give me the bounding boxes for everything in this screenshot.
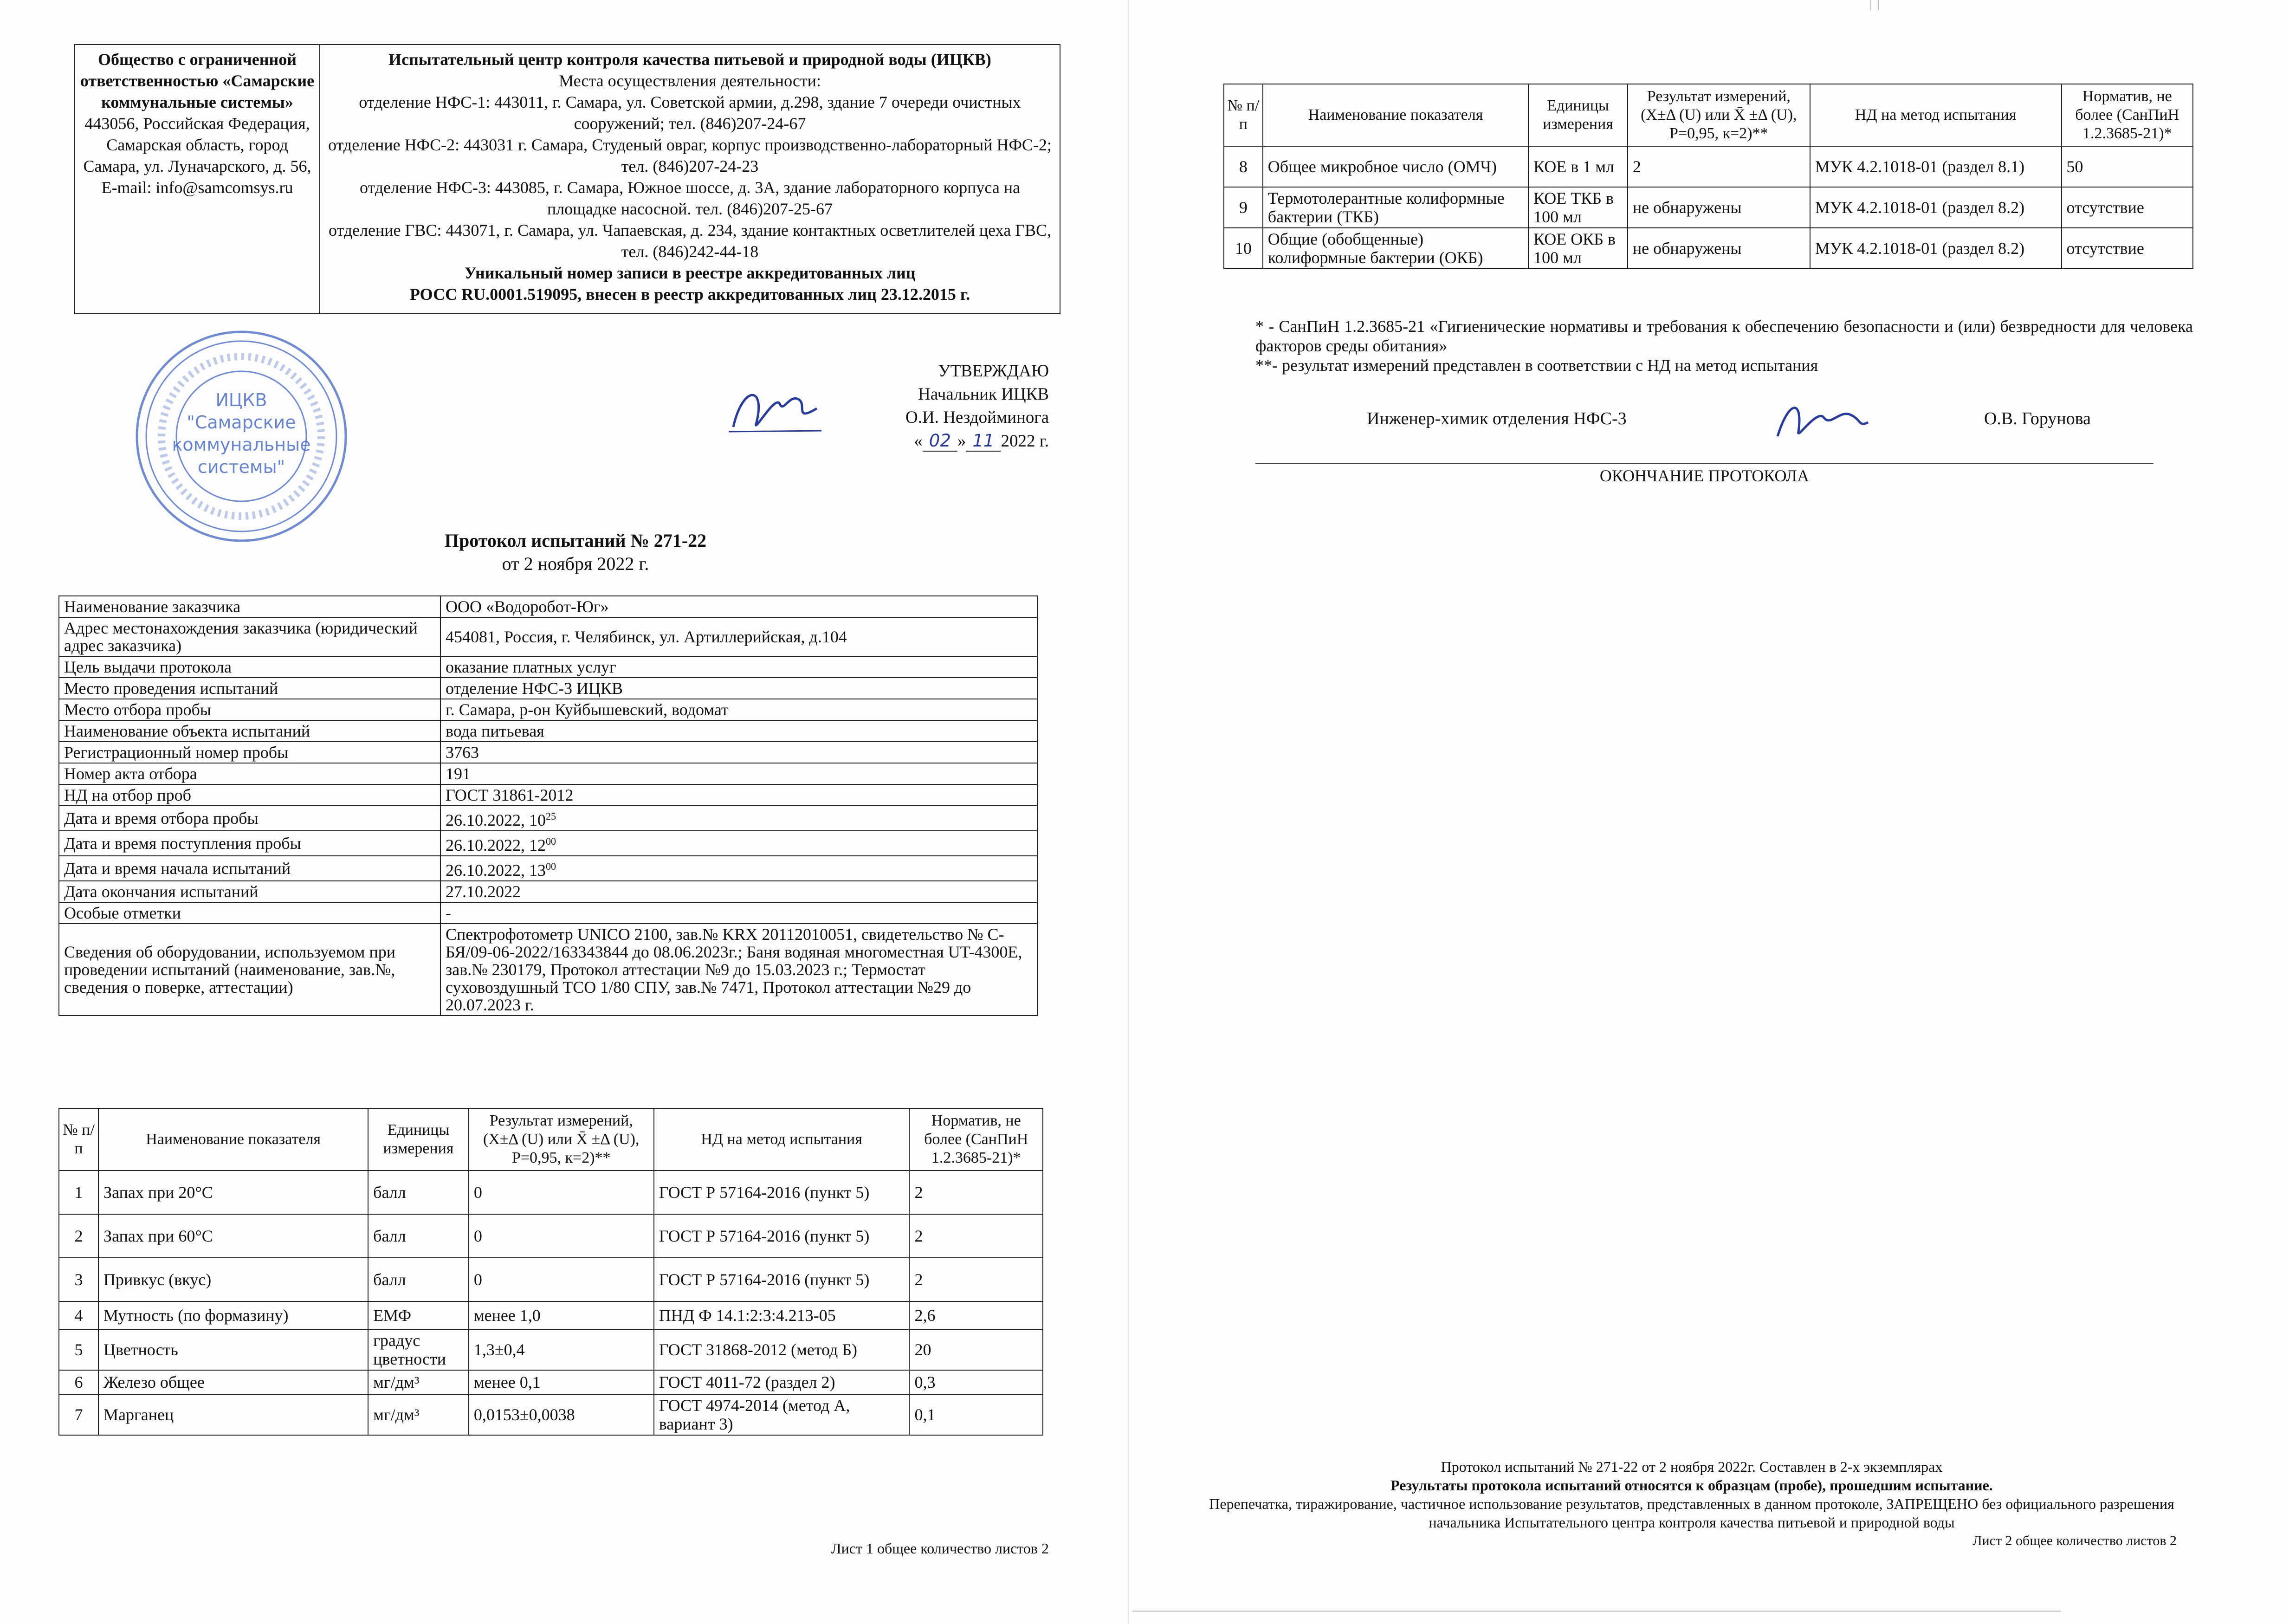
result-row — [59, 1329, 1043, 1370]
result-num: 5 — [59, 1329, 98, 1370]
approval-day: 02 — [923, 431, 957, 452]
results-table-page-2 — [1223, 84, 2193, 269]
info-value-minutes: 00 — [546, 835, 556, 847]
result-method: ГОСТ 4974-2014 (метод А, вариант 3) — [654, 1394, 910, 1435]
result-value: не обнаружены — [1628, 228, 1810, 269]
branch-nfs1: отделение НФС-1: 443011, г. Самара, ул. Советской армии, д.298, здание 7 очереди очистных сооружений; тел. (846)207-24-67 — [359, 93, 1021, 133]
test-center-block — [320, 45, 1060, 314]
col-result: Результат измерений, (Х±Δ (U) или X̄ ±Δ (U), Р=0,95, к=2)** — [469, 1108, 654, 1171]
info-value-text: 3763 — [446, 743, 479, 762]
footer-line-3: Перепечатка, тиражирование, частичное использование результатов, представленных в данном протоколе, ЗАПРЕЩЕНО без официального разрешения начальника Испытательного центра контроля качества питьевой и природной воды — [1209, 1495, 2174, 1531]
sheet-number-page-2: Лист 2 общее количество листов 2 — [1972, 1533, 2177, 1548]
result-norm: 0,1 — [909, 1394, 1043, 1435]
protocol-end: ОКОНЧАНИЕ ПРОТОКОЛА — [1255, 463, 2153, 485]
result-row — [1224, 187, 2193, 228]
result-norm: 2 — [909, 1258, 1043, 1301]
approval-line-2: Начальник ИЦКВ — [918, 385, 1049, 404]
result-value: 1,3±0,4 — [469, 1329, 654, 1370]
result-value: не обнаружены — [1628, 187, 1810, 228]
info-row — [59, 699, 1037, 720]
result-method: ГОСТ Р 57164-2016 (пункт 5) — [654, 1171, 910, 1214]
result-num: 2 — [59, 1214, 98, 1258]
result-value: менее 0,1 — [469, 1370, 654, 1394]
result-name: Общее микробное число (ОМЧ) — [1263, 146, 1528, 187]
info-value — [440, 806, 1037, 831]
result-unit: мг/дм³ — [368, 1370, 469, 1394]
equipment-label: Сведения об оборудовании, используемом при проведении испытаний (наименование, зав.№, сведения о поверке, аттестации) — [59, 924, 440, 1016]
registry-line-1: Уникальный номер записи в реестре аккредитованных лиц — [464, 264, 916, 282]
result-row — [59, 1171, 1043, 1214]
result-num: 7 — [59, 1394, 98, 1435]
info-row — [59, 806, 1037, 831]
result-unit: КОЕ ТКБ в 100 мл — [1528, 187, 1628, 228]
info-label: НД на отбор проб — [59, 784, 440, 806]
result-name: Марганец — [98, 1394, 368, 1435]
result-method: ПНД Ф 14.1:2:3:4.213-05 — [654, 1301, 910, 1329]
branch-gvs: отделение ГВС: 443071, г. Самара, ул. Чапаевская, д. 234, здание контактных осветлителей цеха ГВС, тел. (846)242-44-18 — [328, 221, 1052, 261]
info-value-text: 27.10.2022 — [446, 882, 521, 901]
result-value: 0,0153±0,0038 — [469, 1394, 654, 1435]
result-unit: балл — [368, 1214, 469, 1258]
results-header-row — [1224, 84, 2193, 146]
protocol-footer — [1207, 1457, 2177, 1550]
protocol-title — [325, 529, 826, 576]
result-name: Термотолерантные колиформные бактерии (ТКБ) — [1263, 187, 1528, 228]
result-method: ГОСТ 4011-72 (раздел 2) — [654, 1370, 910, 1394]
stamp-line-2: "Самарские — [187, 412, 296, 433]
result-num: 6 — [59, 1370, 98, 1394]
info-label: Наименование объекта испытаний — [59, 720, 440, 742]
test-center-subtitle: Места осуществления деятельности: — [559, 71, 821, 90]
col-num: № п/п — [59, 1108, 98, 1171]
info-row — [59, 678, 1037, 699]
info-row — [59, 763, 1037, 784]
result-norm: 20 — [909, 1329, 1043, 1370]
protocol-date: от 2 ноября 2022 г. — [502, 553, 649, 574]
info-value-minutes: 25 — [546, 810, 556, 822]
info-value-text: - — [446, 904, 451, 922]
info-value-text: 26.10.2022, 13 — [446, 861, 546, 880]
col-num: № п/п — [1224, 84, 1263, 146]
organization-address: 443056, Российская Федерация, Самарская область, город Самара, ул. Луначарского, д. 56, — [83, 114, 311, 175]
result-norm: 2 — [909, 1171, 1043, 1214]
scan-artifact — [1132, 1611, 2061, 1612]
info-value-text: г. Самара, р-он Куйбышевский, водомат — [446, 700, 729, 719]
registry-line-2: РОСС RU.0001.519095, внесен в реестр аккредитованных лиц 23.12.2015 г. — [409, 285, 970, 304]
result-value: 0 — [469, 1258, 654, 1301]
col-unit: Единицы измерения — [1528, 84, 1628, 146]
result-name: Железо общее — [98, 1370, 368, 1394]
approval-month: 11 — [966, 431, 1001, 452]
result-num: 8 — [1224, 146, 1263, 187]
result-norm: 2,6 — [909, 1301, 1043, 1329]
result-num: 4 — [59, 1301, 98, 1329]
info-value-minutes: 00 — [546, 861, 556, 872]
result-unit: КОЕ в 1 мл — [1528, 146, 1628, 187]
engineer-signature — [1771, 395, 1873, 446]
info-row — [59, 902, 1037, 924]
result-name: Привкус (вкус) — [98, 1258, 368, 1301]
info-value — [440, 902, 1037, 924]
approval-block — [770, 360, 1049, 453]
approval-date: « 02 » 11 2022 г. — [914, 431, 1049, 451]
info-value-text: вода питьевая — [446, 722, 544, 740]
result-norm: 50 — [2062, 146, 2193, 187]
test-center-title: Испытательный центр контроля качества питьевой и природной воды (ИЦКВ) — [388, 50, 991, 69]
info-value — [440, 742, 1037, 763]
result-row — [59, 1370, 1043, 1394]
result-method: ГОСТ Р 57164-2016 (пункт 5) — [654, 1258, 910, 1301]
result-value: менее 1,0 — [469, 1301, 654, 1329]
info-label: Адрес местонахождения заказчика (юридический адрес заказчика) — [59, 617, 440, 656]
info-value — [440, 596, 1037, 617]
result-row — [59, 1301, 1043, 1329]
info-value-text: оказание платных услуг — [446, 658, 616, 676]
col-result: Результат измерений, (Х±Δ (U) или X̄ ±Δ (U), Р=0,95, к=2)** — [1628, 84, 1810, 146]
info-value — [440, 617, 1037, 656]
result-norm: отсутствие — [2062, 228, 2193, 269]
col-name: Наименование показателя — [98, 1108, 368, 1171]
info-label: Особые отметки — [59, 902, 440, 924]
result-method: МУК 4.2.1018-01 (раздел 8.2) — [1810, 187, 2062, 228]
organization-name: Общество с ограниченной ответственностью «Самарские коммунальные системы» — [80, 50, 315, 111]
col-unit: Единицы измерения — [368, 1108, 469, 1171]
result-name: Запах при 20°С — [98, 1171, 368, 1214]
info-label: Дата окончания испытаний — [59, 881, 440, 902]
info-row — [59, 596, 1037, 617]
info-row — [59, 720, 1037, 742]
info-label: Номер акта отбора — [59, 763, 440, 784]
info-value — [440, 881, 1037, 902]
result-num: 3 — [59, 1258, 98, 1301]
result-unit: КОЕ ОКБ в 100 мл — [1528, 228, 1628, 269]
result-value: 2 — [1628, 146, 1810, 187]
result-num: 1 — [59, 1171, 98, 1214]
engineer-name: О.В. Горунова — [1984, 409, 2091, 428]
sheet-number-page-1: Лист 1 общее количество листов 2 — [831, 1540, 1049, 1557]
result-unit: градус цветности — [368, 1329, 469, 1370]
info-value-text: 26.10.2022, 10 — [446, 811, 546, 829]
footnote-1: * - СанПиН 1.2.3685-21 «Гигиенические нормативы и требования к обеспечению безопасности и (или) безвредности для человека факторов среды обитания» — [1255, 317, 2193, 355]
info-label: Дата и время начала испытаний — [59, 856, 440, 881]
engineer-signature-line — [1367, 408, 2091, 429]
letterhead-table — [74, 44, 1060, 314]
info-label: Регистрационный номер пробы — [59, 742, 440, 763]
info-label: Дата и время поступления пробы — [59, 831, 440, 856]
col-method: НД на метод испытания — [654, 1108, 910, 1171]
result-method: МУК 4.2.1018-01 (раздел 8.2) — [1810, 228, 2062, 269]
result-value: 0 — [469, 1171, 654, 1214]
footer-line-2: Результаты протокола испытаний относятся к образцам (пробе), прошедшим испытание. — [1390, 1477, 1993, 1494]
info-row — [59, 881, 1037, 902]
info-row — [59, 617, 1037, 656]
result-unit: ЕМФ — [368, 1301, 469, 1329]
info-value — [440, 784, 1037, 806]
protocol-number: Протокол испытаний № 271-22 — [444, 530, 707, 551]
sample-info-table — [58, 595, 1038, 1016]
info-value — [440, 699, 1037, 720]
approval-line-3: О.И. Нездойминога — [905, 408, 1049, 427]
result-name: Запах при 60°С — [98, 1214, 368, 1258]
info-value — [440, 678, 1037, 699]
info-value-text: 454081, Россия, г. Челябинск, ул. Артиллерийская, д.104 — [446, 628, 847, 646]
info-value — [440, 856, 1037, 881]
col-method: НД на метод испытания — [1810, 84, 2062, 146]
result-unit: балл — [368, 1258, 469, 1301]
col-norm: Норматив, не более (СанПиН 1.2.3685-21)* — [909, 1108, 1043, 1171]
organization-stamp — [132, 327, 350, 545]
info-value-text: ООО «Водоробот-Юг» — [446, 597, 609, 616]
info-value-text: отделение НФС-3 ИЦКВ — [446, 679, 623, 698]
footnotes — [1255, 317, 2193, 375]
info-row — [59, 831, 1037, 856]
organization-email: E-mail: info@samcomsys.ru — [101, 178, 293, 197]
col-name: Наименование показателя — [1263, 84, 1528, 146]
stamp-line-1: ИЦКВ — [215, 390, 267, 410]
branch-nfs3: отделение НФС-3: 443085, г. Самара, Южное шоссе, д. 3А, здание лабораторного корпуса на площадке насосной. тел. (846)207-25-67 — [359, 178, 1021, 218]
info-row — [59, 742, 1037, 763]
info-label: Место отбора пробы — [59, 699, 440, 720]
equipment-value: Спектрофотометр UNICO 2100, зав.№ KRX 20112010051, свидетельство № С-БЯ/09-06-2022/163343844 до 08.06.2023г.; Баня водяная многоместная UT-4300E, зав.№ 230179, Протокол аттестации №9 до 15.03.2023 г.; Термостат суховоздушный ТСО 1/80 СПУ, зав.№ 7471, Протокол аттестации №29 до 20.07.2023 г. — [440, 924, 1037, 1016]
approval-line-1: УТВЕРЖДАЮ — [938, 362, 1049, 381]
col-norm: Норматив, не более (СанПиН 1.2.3685-21)* — [2062, 84, 2193, 146]
info-label: Дата и время отбора пробы — [59, 806, 440, 831]
info-value — [440, 763, 1037, 784]
info-row — [59, 856, 1037, 881]
equipment-row — [59, 924, 1037, 1016]
result-method: МУК 4.2.1018-01 (раздел 8.1) — [1810, 146, 2062, 187]
result-name: Общие (обобщенные) колиформные бактерии (ОКБ) — [1263, 228, 1528, 269]
organization-block — [75, 45, 320, 314]
result-norm: 2 — [909, 1214, 1043, 1258]
stamp-line-4: системы" — [197, 457, 285, 477]
info-value — [440, 656, 1037, 678]
result-unit: мг/дм³ — [368, 1394, 469, 1435]
result-method: ГОСТ Р 57164-2016 (пункт 5) — [654, 1214, 910, 1258]
result-norm: отсутствие — [2062, 187, 2193, 228]
scan-artifact — [1870, 0, 1879, 10]
result-value: 0 — [469, 1214, 654, 1258]
result-unit: балл — [368, 1171, 469, 1214]
info-label: Наименование заказчика — [59, 596, 440, 617]
info-value-text: ГОСТ 31861-2012 — [446, 786, 574, 804]
results-header-row — [59, 1108, 1043, 1171]
info-value — [440, 831, 1037, 856]
page-divider — [1128, 0, 1129, 1624]
info-label: Цель выдачи протокола — [59, 656, 440, 678]
info-row — [59, 656, 1037, 678]
result-num: 9 — [1224, 187, 1263, 228]
result-num: 10 — [1224, 228, 1263, 269]
info-row — [59, 784, 1037, 806]
result-row — [59, 1394, 1043, 1435]
results-table-page-1 — [58, 1108, 1043, 1436]
footer-line-1: Протокол испытаний № 271-22 от 2 ноября 2022г. Составлен в 2-х экземплярах — [1441, 1458, 1943, 1475]
result-name: Мутность (по формазину) — [98, 1301, 368, 1329]
footnote-2: **- результат измерений представлен в соответствии с НД на метод испытания — [1255, 356, 1818, 375]
approval-year: 2022 г. — [1001, 432, 1049, 451]
stamp-line-3: коммунальные — [172, 434, 311, 455]
branch-nfs2: отделение НФС-2: 443031 г. Самара, Студеный овраг, корпус производственно-лабораторный НФС-2; тел. (846)207-24-23 — [328, 136, 1052, 175]
result-name: Цветность — [98, 1329, 368, 1370]
engineer-position: Инженер-химик отделения НФС-3 — [1367, 409, 1627, 428]
info-label: Место проведения испытаний — [59, 678, 440, 699]
info-value-text: 26.10.2022, 12 — [446, 836, 546, 854]
result-row — [59, 1214, 1043, 1258]
result-row — [1224, 228, 2193, 269]
info-value — [440, 720, 1037, 742]
result-norm: 0,3 — [909, 1370, 1043, 1394]
info-value-text: 191 — [446, 764, 471, 783]
result-row — [59, 1258, 1043, 1301]
result-row — [1224, 146, 2193, 187]
result-method: ГОСТ 31868-2012 (метод Б) — [654, 1329, 910, 1370]
